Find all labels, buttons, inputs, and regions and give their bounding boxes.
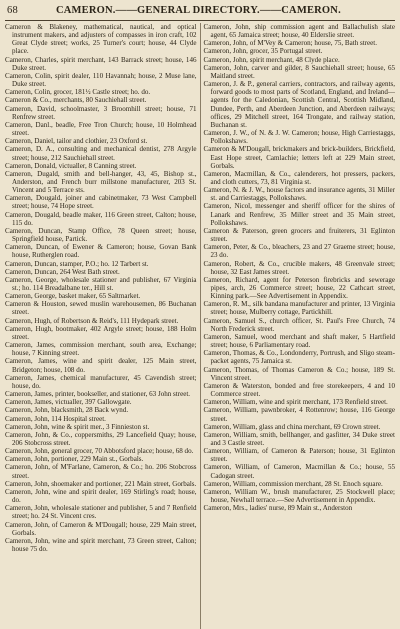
running-title: CAMERON.——GENERAL DIRECTORY.——CAMERON.: [55, 5, 341, 16]
directory-entry: Cameron, Duncan, stamper, P.O.; ho. 12 Tarbert st.: [5, 259, 149, 268]
directory-entry: Cameron, John, of Cameron & M'Dougall; house, 229 Main street, Gorbals.: [5, 520, 197, 537]
page-header: [5, 5, 395, 19]
directory-entry: Cameron, Thomas, & Co., Londonderry, Portrush, and Sligo steam-packet agents, 75 Jamaica st.: [203, 349, 395, 366]
directory-entry: Cameron, J. & P., general carriers, contractors, and railway agents, forward goods to most parts of Scotland, England, and Ireland—agents for the Caledonian, Scottish Central, Scottish Midland, Dundee, Perth, and Aberdeen Junction, and Aberdeen railways; offices, 29 Mitchell street, 164 Trongate, and railway station, Buchanan st.: [203, 80, 395, 129]
directory-entry: Cameron, William W., brush manufacturer, 25 Stockwell place; house, Newhall terrace.—See Advertisement in Appendix.: [203, 487, 395, 505]
directory-entry: Cameron, John, portioner, 229 Main st., Gorbals.: [5, 455, 144, 464]
directory-entry: Cameron, William, commission merchant, 28 St. Enoch square.: [203, 479, 383, 488]
directory-entry: Cameron & Co., merchants, 80 Sauchiehall street.: [5, 96, 147, 105]
directory-entry: Cameron, James, chemical manufacturer, 45 Cavendish street; house, do.: [5, 373, 197, 390]
directory-entry: Cameron, John, wine and spirit merchant, 73 Green street, Calton; house 75 do.: [5, 536, 197, 553]
directory-entry: Cameron, Duncan, of Ewener & Cameron; house, Govan Bank house, Rutherglen road.: [5, 243, 197, 260]
directory-entry: Cameron, John, blacksmith, 28 Back wynd.: [5, 406, 129, 415]
directory-entry: Cameron, Duncan, Stamp Office, 78 Queen street; house, Springfield house, Partick.: [5, 226, 197, 244]
directory-entry: Cameron, Richard, agent for Peterson firebricks and sewerage pipes, arch, 26 Commerce street; house, 22 Cathcart street, Kinning park.—See Advertisement in Appendix.: [203, 275, 395, 301]
directory-entry: Cameron, William, pawnbroker, 4 Rottenrow; house, 116 George street.: [203, 406, 395, 423]
directory-entry: Cameron, William, of Cameron & Paterson; house, 31 Eglinton street.: [203, 447, 395, 464]
directory-entry: Cameron, Dougald, joiner and cabinetmaker, 73 West Campbell street; house, 74 Hope street.: [5, 194, 197, 211]
directory-entry: Cameron, Dugald, smith and bell-hanger, 43, 45, Bishop st., Anderston, and French burr millstone manufacturer, 203 St. Vincent and 5 Terrace sts.: [5, 169, 197, 195]
directory-entry: Cameron & Blakeney, mathematical, nautical, and optical instrument makers, and adjusters of compasses in iron craft, 102 Great Clyde street; works, 25 Turner's court; house, 44 Clyde place.: [5, 23, 197, 56]
directory-entry: Cameron, John, shoemaker and portioner, 221 Main street, Gorbals.: [5, 479, 197, 488]
directory-entry: Cameron, John, spirit merchant, 48 Clyde place.: [203, 55, 340, 64]
directory-entry: Cameron, Macmillan, & Co., calenderers, hot pressers, packers, and cloth cutters, 73, 81 Virginia st.: [203, 169, 395, 186]
directory-entry: Cameron, Dougald, beadle maker, 116 Green street, Calton; house, 115 do.: [5, 210, 197, 227]
directory-entry: Cameron, R. M., silk bandana manufacturer and printer, 13 Virginia street; house, Mulberry cottage, Partickhill.: [203, 300, 395, 317]
right-column: [200, 23, 396, 629]
directory-entry: Cameron & Paterson, green grocers and fruiterers, 31 Eglinton street.: [203, 226, 395, 244]
directory-entry: Cameron, John, general grocer, 70 Abbotsford place; house, 68 do.: [5, 447, 194, 456]
directory-entry: Cameron, William, wine and spirit merchant, 173 Renfield street.: [203, 398, 388, 407]
directory-entry: Cameron & M'Dougall, brickmakers and brick-builders, Brickfield, East Hope street, Camlachie; letters left at 229 Main street, Gorbals.: [203, 145, 395, 170]
directory-entry: Cameron, John, of M'Vey & Cameron; house, 75, Bath street.: [203, 39, 377, 48]
directory-entry: Cameron, Samuel S., church officer, St. Paul's Free Church, 74 North Frederick street.: [203, 316, 395, 333]
directory-entry: Cameron, John, carver and gilder, 8 Sauchiehall street; house, 65 Maitland street.: [203, 63, 395, 80]
directory-entry: Cameron, Peter, & Co., bleachers, 23 and 27 Graeme street; house, 23 do.: [203, 243, 395, 260]
directory-entry: Cameron, William, smith, bellhanger, and gasfitter, 34 Duke street and 3 Castle street.: [203, 430, 395, 447]
directory-entry: Cameron, William, of Cameron, Macmillan & Co.; house, 55 Cadogan street.: [203, 463, 395, 480]
directory-entry: Cameron, James, wine and spirit dealer, 125 Main street, Bridgeton; house, 108 do.: [5, 357, 197, 374]
directory-entry: Cameron, John, of M'Farlane, Cameron, & Co.; ho. 206 Stobcross street.: [5, 463, 197, 480]
directory-entry: Cameron & Houston, sewed muslin warehousemen, 86 Buchanan street.: [5, 300, 197, 317]
page-number: 68: [7, 5, 18, 16]
directory-entry: Cameron, Donald, victualler, 8 Canning street.: [5, 161, 137, 170]
directory-entry: Cameron, Danl., beadle, Free Tron Church; house, 10 Holmhead street.: [5, 120, 197, 138]
directory-entry: Cameron, D. A., consulting and mechanical dentist, 278 Argyle street; house, 212 Sauchiehall street.: [5, 145, 197, 162]
directory-entry: Cameron, Charles, spirit merchant, 143 Barrack street; house, 146 Duke street.: [5, 55, 197, 72]
directory-entry: Cameron, George, basket maker, 65 Saltmarket.: [5, 292, 141, 301]
left-column: [5, 23, 200, 629]
directory-entry: Cameron, John, wine and spirit dealer, 169 Stirling's road; house, do.: [5, 487, 197, 505]
directory-entry: Cameron, John, grocer, 35 Portugal street.: [203, 47, 323, 56]
directory-entry: Cameron, Samuel, wood merchant and shaft maker, 5 Hartfield street; house, 6 Parliamentary road.: [203, 332, 395, 350]
directory-entry: Cameron, John, wholesale stationer and publisher, 5 and 7 Renfield street; ho. 24 St. Vincent cres.: [5, 504, 197, 521]
directory-entry: Cameron, Nicol, messenger and sheriff officer for the shires of Lanark and Renfrew, 35 Miller street and 35 Main street, Pollokshaws.: [203, 202, 395, 227]
directory-entry: Cameron, Thomas, of Thomas Cameron & Co.; house, 189 St. Vincent street.: [203, 365, 395, 382]
header-rule: [5, 20, 395, 21]
directory-entry: Cameron, J. W., of N. & J. W. Cameron; house, High Carriestaggs, Pollokshaws.: [203, 129, 395, 146]
directory-entry: Cameron, Robert, & Co., crucible makers, 48 Greenvale street; house, 32 East James street.: [203, 259, 395, 276]
directory-entry: Cameron, George, wholesale stationer and publisher, 67 Virginia st.; ho. 114 Breadalbane ter., Hill st.: [5, 275, 197, 292]
directory-entry: Cameron, John, wine & spirit mer., 3 Finnieston st.: [5, 422, 150, 431]
directory-entry: Cameron, James, victualler, 397 Gallowgate.: [5, 398, 132, 407]
directory-entry: Cameron, Colin, grocer, 181½ Castle street; ho. do.: [5, 88, 151, 97]
directory-entry: Cameron & Waterston, bonded and free storekeepers, 4 and 10 Commerce street.: [203, 381, 395, 399]
directory-entry: Cameron, John, & Co., coppersmiths, 29 Lancefield Quay; house, 206 Stobcross street.: [5, 430, 197, 447]
directory-entry: Cameron, David, schoolmaster, 3 Broomhill street; house, 71 Renfrew street.: [5, 104, 197, 121]
directory-entry: Cameron, John, ship commission agent and Ballachulish slate agent, 65 Jamaica street; house, 40 Elderslie street.: [203, 23, 395, 40]
directory-entry: Cameron, Colin, spirit dealer, 110 Havannah; house, 2 Muse lane, Duke street.: [5, 71, 197, 89]
directory-entry: Cameron, Mrs., ladies' nurse, 89 Main st., Anderston: [203, 504, 353, 513]
directory-entry: Cameron, James, printer, bookseller, and stationer, 63 John street.: [5, 390, 191, 399]
directory-entry: Cameron, Hugh, of Robertson & Reid's, 111 Hydepark street.: [5, 316, 179, 325]
directory-entry: Cameron, James, commission merchant, south area, Exchange; house, 7 Kinning street.: [5, 341, 197, 358]
directory-entry: Cameron, Duncan, 264 West Bath street.: [5, 267, 120, 276]
directory-entry: Cameron, Hugh, bootmaker, 402 Argyle street; house, 188 Holm street.: [5, 324, 197, 341]
directory-entry: Cameron, William, glass and china merchant, 69 Crown street.: [203, 422, 381, 431]
directory-entry: Cameron, Daniel, tailor and clothier, 23 Oxford st.: [5, 137, 148, 146]
directory-entry: Cameron, John, 114 Hospital street.: [5, 414, 106, 423]
directory-columns: [5, 23, 395, 629]
directory-entry: Cameron, N. & J. W., house factors and insurance agents, 31 Miller st. and Carriestaggs, Pollokshaws.: [203, 186, 395, 203]
